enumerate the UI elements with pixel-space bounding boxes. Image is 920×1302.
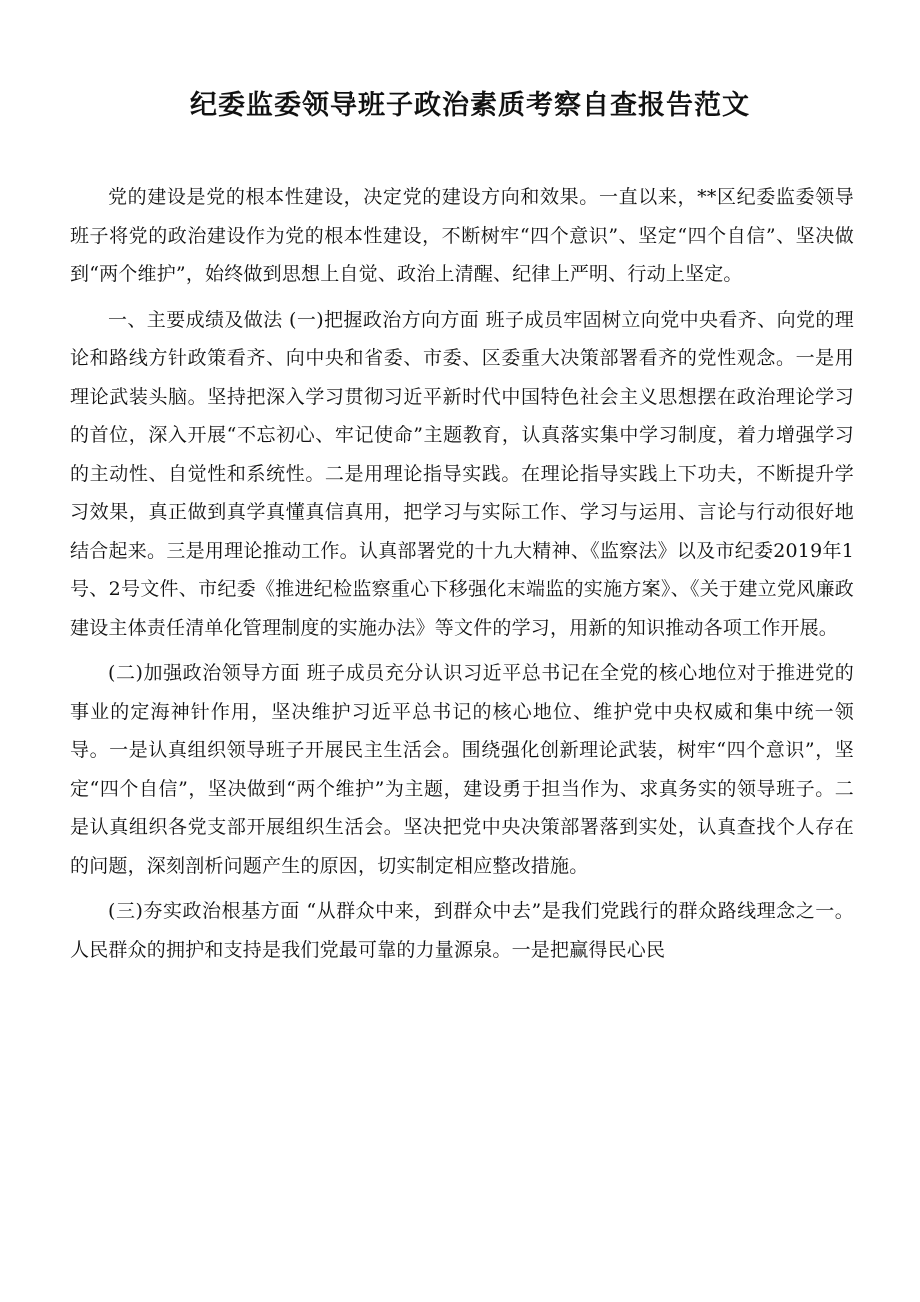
paragraph-political-leadership: (二)加强政治领导方面 班子成员充分认识习近平总书记在全党的核心地位对于推进党的事业的定海神针作用，坚决维护习近平总书记的核心地位、维护党中央权威和集中统一领导。一是认真组织领导班子开展民主生活会。围绕强化创新理论武装，树牢“四个意识”，坚定“四个自信”，坚决做到“两个维护”为主题，建设勇于担当作为、求真务实的领导班子。二是认真组织各党支部开展组织生活会。坚决把党中央决策部署落到实处，认真查找个人存在的问题，深刻剖析问题产生的原因，切实制定相应整改措施。 bbox=[70, 662, 854, 877]
paragraph-political-direction: 一、主要成绩及做法 (一)把握政治方向方面 班子成员牢固树立向党中央看齐、向党的理论和路线方针政策看齐、向中央和省委、市委、区委重大决策部署看齐的党性观念。一是用理论武装头脑。坚持把深入学习贯彻习近平新时代中国特色社会主义思想摆在政治理论学习的首位，深入开展“不忘初心、牢记使命”主题教育，认真落实集中学习制度，着力增强学习的主动性、自觉性和系统性。二是用理论指导实践。在理论指导实践上下功夫，不断提升学习效果，真正做到真学真懂真信真用，把学习与实际工作、学习与运用、言论与行动很好地结合起来。三是用理论推动工作。认真部署党的十九大精神、《监察法》以及市纪委2019年1号、2号文件、市纪委《推进纪检监察重心下移强化末端监的实施方案》、《关于建立党风廉政建设主体责任清单化管理制度的实施办法》等文件的学习，用新的知识推动各项工作开展。 bbox=[70, 308, 854, 639]
document-title: 纪委监委领导班子政治素质考察自查报告范文 bbox=[190, 90, 750, 121]
document-body bbox=[70, 178, 854, 976]
paragraph-political-foundation: (三)夯实政治根基方面 “从群众中来，到群众中去”是我们党践行的群众路线理念之一。人民群众的拥护和支持是我们党最可靠的力量源泉。一是把赢得民心民 bbox=[70, 900, 854, 961]
paragraph-intro: 党的建设是党的根本性建设，决定党的建设方向和效果。一直以来，**区纪委监委领导班子将党的政治建设作为党的根本性建设，不断树牢“四个意识”、坚定“四个自信”、坚决做到“两个维护”，始终做到思想上自觉、政治上清醒、纪律上严明、行动上坚定。 bbox=[70, 186, 854, 285]
